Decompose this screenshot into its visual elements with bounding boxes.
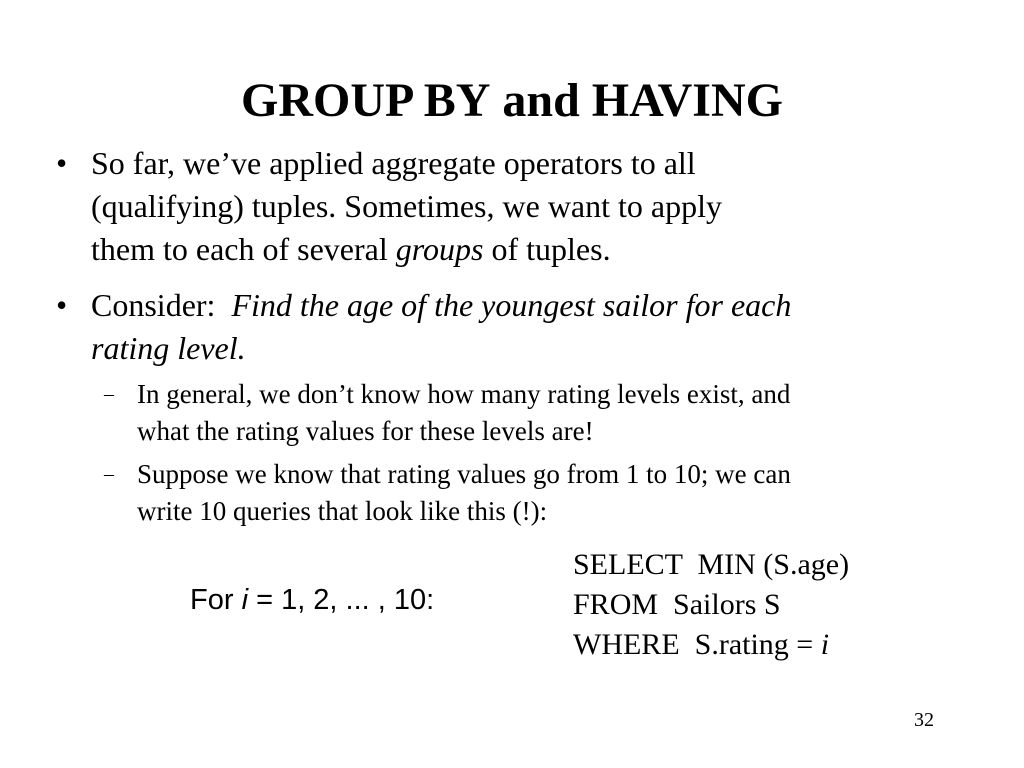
subbullet-ten-queries bbox=[104, 456, 977, 530]
bullet-marker: • bbox=[56, 287, 68, 323]
subbullet-marker: – bbox=[104, 383, 114, 405]
title-group-by: GROUP BY bbox=[241, 74, 491, 127]
for-loop-label bbox=[190, 582, 434, 618]
bullet-line bbox=[91, 228, 971, 271]
sql-from-line: FROM Sailors S bbox=[573, 588, 781, 621]
bullet-line bbox=[91, 327, 971, 370]
sql-where-text: WHERE S.rating = bbox=[573, 628, 821, 661]
subbullet-marker: – bbox=[104, 463, 114, 485]
for-loop-range: = 1, 2, ... , 10: bbox=[248, 584, 435, 616]
bullet-line: (qualifying) tuples. Sometimes, we want to apply bbox=[91, 188, 722, 224]
title-and: and bbox=[502, 74, 580, 127]
bullet-consider bbox=[56, 284, 971, 370]
bullet-emphasis: Find the age of the youngest sailor for each bbox=[231, 287, 792, 323]
bullet-text: Consider: bbox=[91, 287, 232, 323]
subbullet-line: what the rating values for these levels are! bbox=[137, 416, 594, 446]
slide-title bbox=[0, 72, 1024, 130]
bullet-text: them to each of several bbox=[91, 231, 396, 267]
page-number: 32 bbox=[914, 709, 934, 731]
sql-select-line: SELECT MIN (S.age) bbox=[573, 548, 850, 581]
sql-where-variable: i bbox=[820, 628, 830, 661]
title-having: HAVING bbox=[591, 74, 783, 127]
subbullet-line: In general, we don’t know how many rating levels exist, and bbox=[137, 379, 791, 409]
bullet-aggregate-groups bbox=[56, 142, 971, 271]
bullet-marker: • bbox=[56, 145, 68, 181]
bullet-emphasis: rating level. bbox=[91, 330, 246, 366]
bullet-text: of tuples. bbox=[483, 231, 611, 267]
subbullet-unknown-levels bbox=[104, 376, 977, 450]
subbullet-line: Suppose we know that rating values go from 1 to 10; we can bbox=[137, 459, 791, 489]
for-loop-prefix: For bbox=[190, 584, 242, 616]
subbullet-line: write 10 queries that look like this (!): bbox=[137, 496, 548, 526]
bullet-emphasis: groups bbox=[395, 231, 484, 267]
bullet-line bbox=[91, 284, 971, 327]
for-loop-variable: i bbox=[241, 584, 249, 616]
bullet-line: So far, we’ve applied aggregate operators to all bbox=[91, 145, 696, 181]
sql-query-block bbox=[573, 545, 849, 665]
sql-where-line bbox=[573, 625, 849, 665]
